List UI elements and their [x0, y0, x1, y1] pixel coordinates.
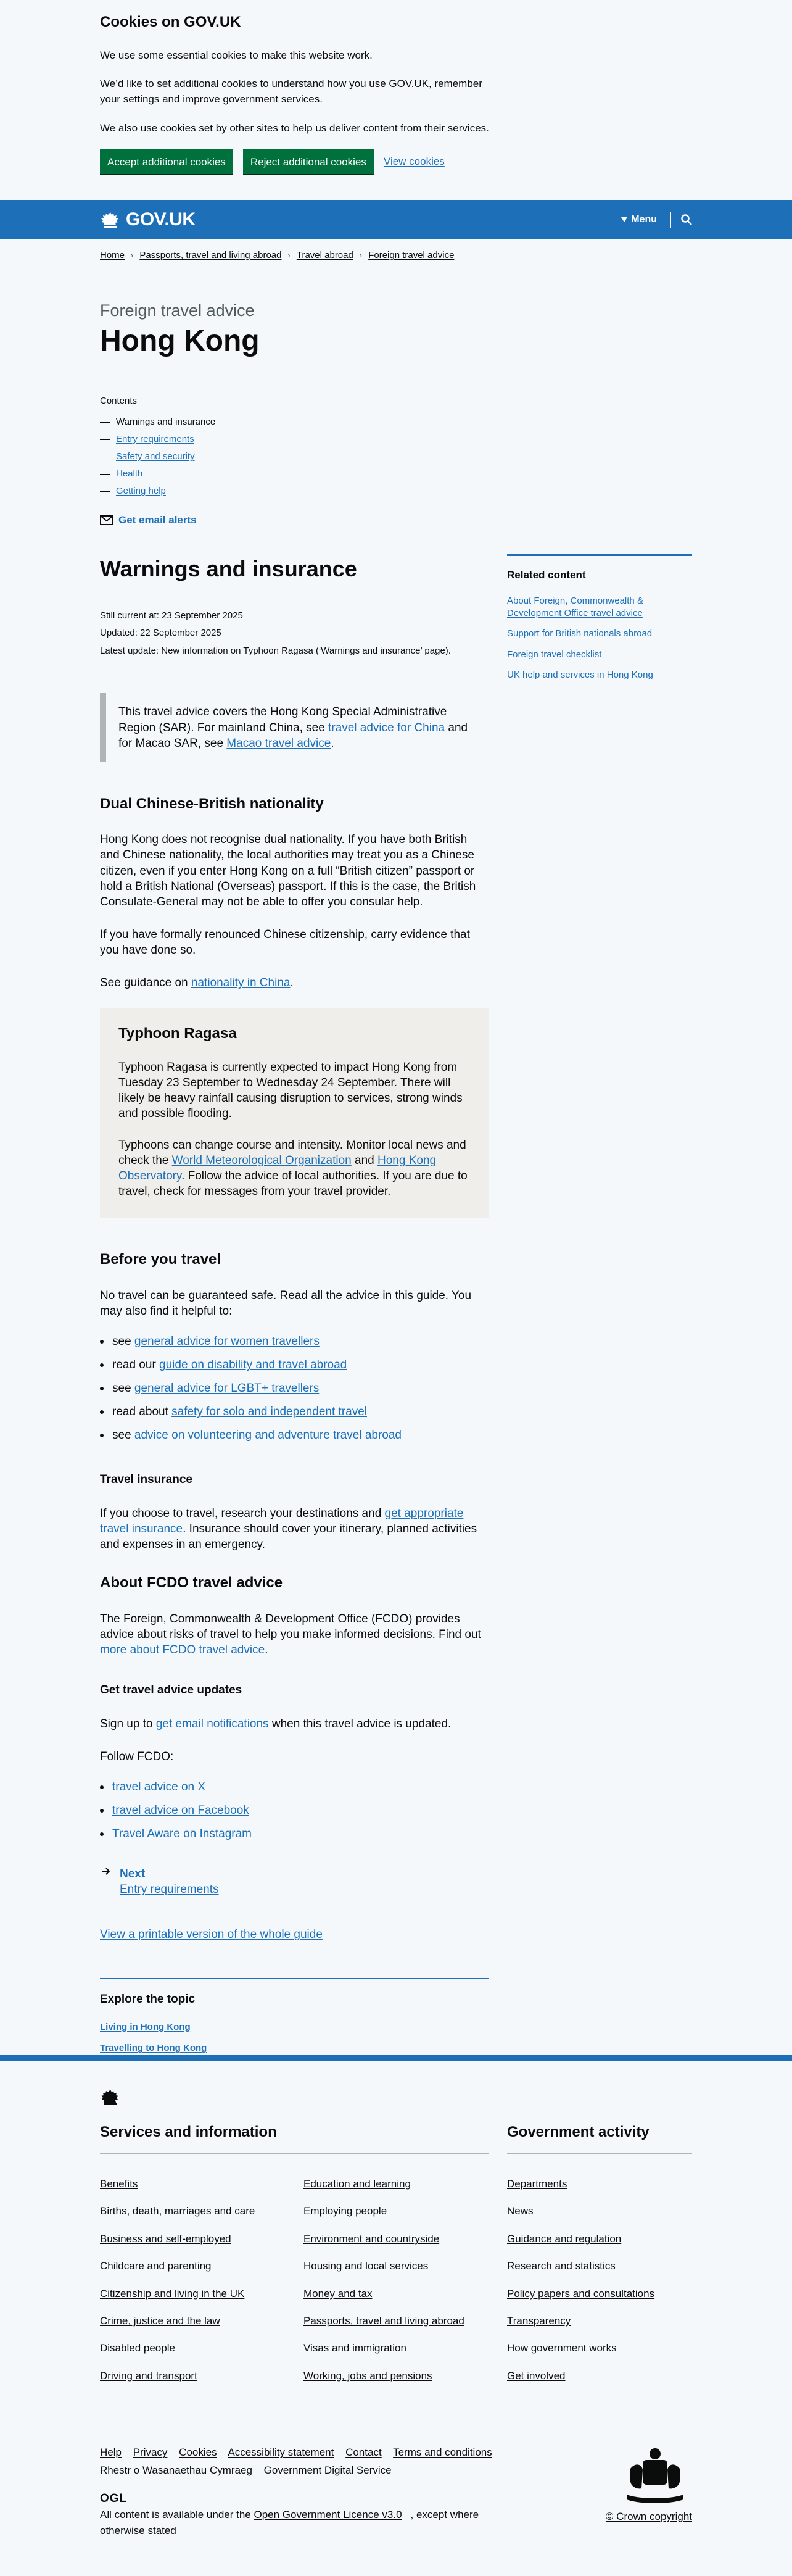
- list-item: [100, 1826, 489, 1842]
- related-link[interactable]: UK help and services in Hong Kong: [507, 669, 653, 680]
- paragraph: No travel can be guaranteed safe. Read all the advice in this guide. You may also find it helpful to:: [100, 1289, 472, 1318]
- insurance-link[interactable]: get appropriate travel insurance: [100, 1506, 464, 1535]
- explore-topic: [100, 1978, 489, 2055]
- footer-link[interactable]: Housing and local services: [303, 2260, 429, 2272]
- footer-link[interactable]: News: [507, 2205, 534, 2217]
- footer-link[interactable]: Childcare and parenting: [100, 2260, 212, 2272]
- related-content-title: Related content: [507, 569, 586, 581]
- breadcrumb-separator-icon: ›: [131, 251, 134, 260]
- services-list: [100, 2177, 489, 2383]
- list-item: read about safety for solo and independent travel: [100, 1404, 489, 1419]
- footer-meta-link[interactable]: Government Digital Service: [263, 2464, 392, 2477]
- related-content: [507, 554, 692, 689]
- next-label: Next: [120, 1868, 146, 1881]
- gov-activity-list: [507, 2177, 692, 2383]
- footer-link[interactable]: Working, jobs and pensions: [303, 2369, 432, 2382]
- footer-meta-link[interactable]: Privacy: [133, 2446, 168, 2459]
- crown-copyright-link[interactable]: © Crown copyright: [605, 2510, 692, 2522]
- services-title: Services and information: [100, 2122, 489, 2154]
- menu-button[interactable]: [621, 212, 671, 228]
- list-item: see general advice for women travellers: [100, 1334, 489, 1349]
- main-content: [100, 554, 489, 2055]
- x-link[interactable]: travel advice on X: [112, 1780, 206, 1793]
- contents-item[interactable]: Entry requirements: [100, 431, 692, 448]
- macao-advice-link[interactable]: Macao travel advice: [226, 736, 331, 750]
- footer-link[interactable]: Guidance and regulation: [507, 2232, 622, 2245]
- footer-meta-link[interactable]: Rhestr o Wasanaethau Cymraeg: [100, 2464, 252, 2477]
- breadcrumb-travel-abroad[interactable]: Travel abroad: [296, 250, 353, 260]
- follow-fcdo: Follow FCDO:: [100, 1750, 174, 1763]
- before-travel-heading: Before you travel: [100, 1251, 221, 1268]
- contents-item[interactable]: Health: [100, 465, 692, 483]
- breadcrumb-separator-icon: ›: [359, 251, 363, 260]
- footer-link[interactable]: Transparency: [507, 2314, 571, 2327]
- breadcrumb-home[interactable]: Home: [100, 250, 125, 260]
- list-item: see general advice for LGBT+ travellers: [100, 1381, 489, 1396]
- still-current: Still current at: 23 September 2025: [100, 610, 243, 621]
- paragraph: Hong Kong does not recognise dual nationality. If you have both British and Chinese nationality, the local authorities may treat you as a Chinese citizen, even if you enter Hong Kong on a full “British citizen” passport or hold a British National (Overseas) passport. If this is the case, the British Consulate-General may not be able to offer you consular help.: [100, 833, 476, 908]
- ogl-logo: OGL: [100, 2492, 128, 2506]
- cookie-text-2: We’d like to set additional cookies to understand how you use GOV.UK, remember your settings and improve government services.: [100, 78, 482, 105]
- social-list: [100, 1779, 489, 1842]
- search-icon: [681, 214, 692, 225]
- chevron-down-icon: [621, 217, 627, 222]
- dual-nationality-heading: Dual Chinese-British nationality: [100, 795, 324, 812]
- list-item: see advice on volunteering and adventure travel abroad: [100, 1427, 489, 1443]
- footer-link[interactable]: Policy papers and consultations: [507, 2287, 655, 2300]
- typhoon-heading: Typhoon Ragasa: [118, 1025, 237, 1042]
- reject-cookies-button[interactable]: Reject additional cookies: [243, 149, 374, 174]
- cookie-banner: [0, 0, 792, 200]
- logo-text: GOV.UK: [126, 209, 196, 230]
- list-item: [100, 1803, 489, 1818]
- contents-list: [100, 395, 692, 500]
- breadcrumb-foreign-travel-advice[interactable]: Foreign travel advice: [368, 250, 455, 260]
- contents-item-current: Warnings and insurance: [100, 413, 692, 431]
- copyright: [606, 2444, 692, 2538]
- footer-link[interactable]: Births, death, marriages and care: [100, 2205, 255, 2217]
- footer-meta-link[interactable]: Cookies: [179, 2446, 217, 2459]
- footer-link[interactable]: Driving and transport: [100, 2369, 197, 2382]
- footer-link[interactable]: How government works: [507, 2342, 617, 2354]
- breadcrumb: [100, 239, 692, 262]
- list-item: read our guide on disability and travel abroad: [100, 1357, 489, 1373]
- crown-icon: [100, 211, 121, 228]
- printable-guide-link[interactable]: View a printable version of the whole guide: [100, 1928, 323, 1942]
- footer-link[interactable]: Business and self-employed: [100, 2232, 231, 2245]
- paragraph: If you choose to travel, research your destinations and get appropriate travel insurance. Insurance should cover your itinerary, planned activities and expenses in an emergency.: [100, 1506, 477, 1551]
- footer-meta: [100, 2444, 507, 2538]
- footer-meta-link[interactable]: Terms and conditions: [393, 2446, 492, 2459]
- advice-list: [100, 1334, 489, 1443]
- explore-link[interactable]: Living in Hong Kong: [100, 2021, 191, 2032]
- contents-item[interactable]: Getting help: [100, 483, 692, 500]
- footer-link[interactable]: Disabled people: [100, 2342, 175, 2354]
- royal-coat-of-arms-icon: [618, 2444, 692, 2506]
- page-title: Hong Kong: [100, 325, 260, 358]
- next-page-title: Entry requirements: [120, 1883, 219, 1897]
- updated-date: Updated: 22 September 2025: [100, 628, 221, 639]
- view-cookies-link[interactable]: View cookies: [383, 156, 445, 168]
- paragraph: See guidance on nationality in China.: [100, 976, 294, 989]
- contents-label: Contents: [100, 396, 138, 407]
- footer-link[interactable]: Benefits: [100, 2177, 138, 2190]
- footer-link[interactable]: Employing people: [303, 2205, 387, 2217]
- menu-label: Menu: [631, 214, 657, 225]
- footer-link[interactable]: Research and statistics: [507, 2260, 616, 2272]
- envelope-icon: [100, 515, 113, 525]
- email-alerts-link[interactable]: Get email alerts: [118, 514, 197, 526]
- footer-link[interactable]: Environment and countryside: [303, 2232, 440, 2245]
- licence-link[interactable]: Open Government Licence v3.0: [254, 2509, 402, 2521]
- arrow-right-icon: [100, 1866, 112, 1876]
- footer-link[interactable]: Passports, travel and living abroad: [303, 2314, 464, 2327]
- hk-observatory-link[interactable]: Hong Kong Observatory: [118, 1154, 437, 1183]
- paragraph: Sign up to get email notifications when this travel advice is updated.: [100, 1717, 452, 1730]
- inset-text: This travel advice covers the Hong Kong Special Administrative Region (SAR). For mainland China, see travel advice for China and for Macao SAR, see Macao travel advice.: [100, 693, 489, 762]
- next-page-link[interactable]: [100, 1866, 489, 1897]
- explore-title: Explore the topic: [100, 1993, 196, 2006]
- footer-link[interactable]: Get involved: [507, 2369, 566, 2382]
- paragraph: Typhoon Ragasa is currently expected to impact Hong Kong from Tuesday 23 September to Wednesday 24 September. There will likely be heavy rainfall causing disruption to services, strong winds and possible flooding.: [118, 1060, 463, 1120]
- search-button[interactable]: [671, 214, 692, 225]
- about-fcdo-heading: About FCDO travel advice: [100, 1574, 283, 1591]
- footer-link[interactable]: Visas and immigration: [303, 2342, 406, 2354]
- cookie-banner-title: Cookies on GOV.UK: [100, 14, 241, 30]
- metadata: [100, 607, 489, 660]
- site-footer: [0, 2055, 792, 2576]
- updates-heading: Get travel advice updates: [100, 1683, 242, 1697]
- typhoon-callout: [100, 1008, 489, 1218]
- email-alerts[interactable]: [100, 513, 692, 527]
- email-notifications-link[interactable]: get email notifications: [155, 1717, 269, 1730]
- footer-link[interactable]: Education and learning: [303, 2177, 411, 2190]
- footer-link[interactable]: Citizenship and living in the UK: [100, 2287, 245, 2300]
- explore-link[interactable]: Travelling to Hong Kong: [100, 2043, 207, 2054]
- licence: OGL All content is available under the Open Government Licence v3.0 , except where otherwise stated: [100, 2491, 507, 2538]
- related-link[interactable]: Support for British nationals abroad: [507, 628, 653, 639]
- govuk-logo[interactable]: [100, 207, 196, 232]
- instagram-link[interactable]: Travel Aware on Instagram: [112, 1827, 252, 1841]
- paragraph: Typhoons can change course and intensity. Monitor local news and check the World Meteorological Organization and Hong Kong Observatory. Follow the advice of local authorities. If you are due to travel, check for messages from your travel provider.: [118, 1138, 468, 1199]
- china-advice-link[interactable]: travel advice for China: [328, 721, 445, 734]
- latest-update: Latest update: New information on Typhoon Ragasa (‘Warnings and insurance’ page).: [100, 645, 451, 656]
- travel-insurance-heading: Travel insurance: [100, 1473, 192, 1486]
- facebook-link[interactable]: travel advice on Facebook: [112, 1804, 249, 1818]
- accept-cookies-button[interactable]: Accept additional cookies: [100, 149, 233, 174]
- wmo-link[interactable]: World Meteorological Organization: [171, 1154, 352, 1168]
- cookie-text-3: We also use cookies set by other sites to help us deliver content from their services.: [100, 122, 489, 134]
- footer-link[interactable]: Money and tax: [303, 2287, 373, 2300]
- breadcrumb-passports[interactable]: Passports, travel and living abroad: [139, 250, 282, 260]
- section-title: Warnings and insurance: [100, 556, 357, 582]
- contents-item[interactable]: Safety and security: [100, 448, 692, 465]
- related-link[interactable]: About Foreign, Commonwealth & Development Office travel advice: [507, 595, 643, 619]
- footer-link[interactable]: Departments: [507, 2177, 567, 2190]
- page-caption: Foreign travel advice: [100, 301, 255, 320]
- about-fcdo-link[interactable]: more about FCDO travel advice: [100, 1643, 265, 1656]
- related-link[interactable]: Foreign travel checklist: [507, 649, 602, 660]
- footer-meta-link[interactable]: Accessibility statement: [228, 2446, 334, 2459]
- paragraph: The Foreign, Commonwealth & Development Office (FCDO) provides advice about risks of travel to help you make informed decisions. Find out more about FCDO travel advice.: [100, 1612, 481, 1656]
- list-item: [100, 1779, 489, 1795]
- gov-activity-title: Government activity: [507, 2122, 692, 2154]
- paragraph: If you have formally renounced Chinese citizenship, carry evidence that you have done so.: [100, 928, 470, 957]
- crown-icon: [100, 2088, 121, 2106]
- footer-meta-link[interactable]: Help: [100, 2446, 122, 2459]
- site-header: [0, 200, 792, 239]
- cookie-text-1: We use some essential cookies to make this website work.: [100, 49, 373, 61]
- breadcrumb-separator-icon: ›: [287, 251, 291, 260]
- footer-link[interactable]: Crime, justice and the law: [100, 2314, 220, 2327]
- nationality-china-link[interactable]: nationality in China: [191, 976, 291, 989]
- footer-meta-link[interactable]: Contact: [345, 2446, 382, 2459]
